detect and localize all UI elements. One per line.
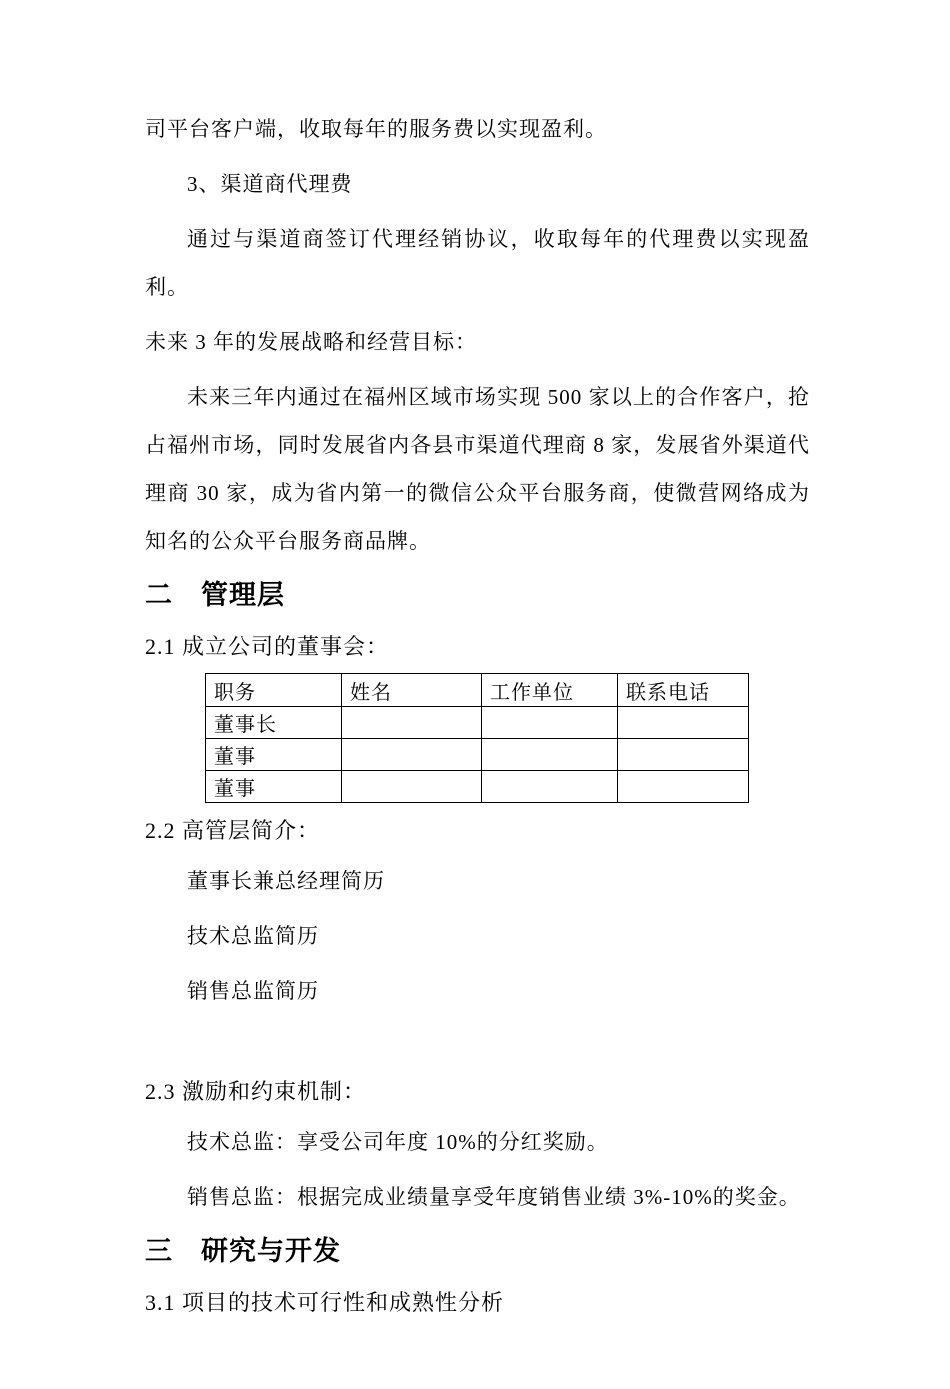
table-row	[206, 771, 749, 803]
board-members-table	[205, 673, 749, 803]
table-cell-position: 董事长	[206, 707, 342, 739]
paragraph-incentive-cto: 技术总监：享受公司年度 10%的分红奖励。	[187, 1130, 609, 1154]
paragraph-item3-description: 通过与渠道商签订代理经销协议，收取每年的代理费以实现盈利。	[145, 227, 810, 299]
subheading-3-1-feasibility: 3.1 项目的技术可行性和成熟性分析	[145, 1290, 505, 1315]
paragraph-goal-label: 未来 3 年的发展战略和经营目标：	[145, 330, 477, 354]
paragraph-item3-title: 3、渠道商代理费	[187, 172, 353, 196]
subheading-2-1-board: 2.1 成立公司的董事会：	[145, 634, 390, 659]
heading-section2-management: 二 管理层	[145, 580, 285, 610]
paragraph-incentive-sales: 销售总监：根据完成业绩量享受年度销售业绩 3%-10%的奖金。	[187, 1185, 801, 1209]
table-cell-position: 董事	[206, 739, 342, 771]
table-cell-phone	[618, 739, 749, 771]
table-cell-name	[342, 739, 482, 771]
paragraph-goal-body: 未来三年内通过在福州区域市场实现 500 家以上的合作客户，抢占福州市场，同时发展省内各县市渠道代理商 8 家，发展省外渠道代理商 30 家，成为省内第一的微信公众平台服务商，使微营网络成为知名的公众平台服务商品牌。	[145, 385, 810, 553]
subheading-2-3-incentives: 2.3 激励和约束机制：	[145, 1079, 367, 1104]
table-header-name: 姓名	[342, 674, 482, 707]
table-cell-workunit	[482, 707, 618, 739]
paragraph-resume-chairman: 董事长兼总经理简历	[187, 869, 385, 893]
table-header-workunit: 工作单位	[482, 674, 618, 707]
paragraph-resume-sales: 销售总监简历	[187, 979, 319, 1003]
paragraph-platform-fee-continuation: 司平台客户端，收取每年的服务费以实现盈利。	[145, 117, 607, 141]
table-cell-position: 董事	[206, 771, 342, 803]
paragraph-resume-cto: 技术总监简历	[187, 924, 319, 948]
table-cell-workunit	[482, 739, 618, 771]
table-header-phone: 联系电话	[618, 674, 749, 707]
table-cell-phone	[618, 707, 749, 739]
heading-section3-research: 三 研究与开发	[145, 1236, 341, 1266]
table-cell-phone	[618, 771, 749, 803]
table-cell-workunit	[482, 771, 618, 803]
table-header-position: 职务	[206, 674, 342, 707]
table-cell-name	[342, 771, 482, 803]
table-row	[206, 739, 749, 771]
table-header-row	[206, 674, 749, 707]
subheading-2-2-executives: 2.2 高管层简介：	[145, 818, 321, 843]
table-cell-name	[342, 707, 482, 739]
table-row	[206, 707, 749, 739]
